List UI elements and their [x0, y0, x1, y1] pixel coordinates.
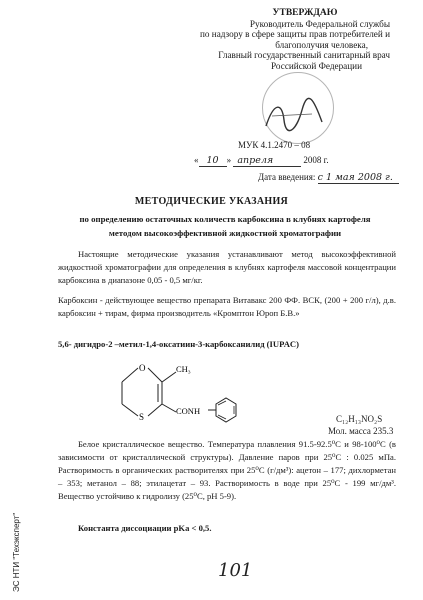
signature-scribble	[262, 96, 326, 136]
iupac-name: 5,6- дигидро-2 –метил-1,4-оксатиин-3-карбоксанилид (IUPAC)	[58, 339, 299, 349]
approval-date: « 10 » апреля 2008 г.	[194, 155, 329, 166]
approval-line-1: Руководитель Федеральной службы	[249, 18, 390, 29]
approval-header: УТВЕРЖДАЮ	[272, 8, 338, 18]
intro-date	[258, 172, 399, 183]
intro-date-handwritten: с 1 мая 2008 г.	[318, 172, 399, 184]
structural-formula	[100, 352, 260, 442]
approval-block	[150, 8, 390, 72]
dissociation-constant: Константа диссоциации pKa < 0,5.	[78, 523, 212, 533]
molecular-formula: C₁₂H₁₃NO₂S	[336, 414, 383, 424]
amide-group: CONH	[176, 406, 201, 416]
page-number: 101	[218, 560, 253, 581]
intro-date-label: Дата введения:	[258, 172, 316, 182]
molecular-mass: Мол. масса 235.3	[328, 426, 394, 436]
doc-number: МУК 4.1.2470 – 08	[238, 140, 311, 150]
methyl-group: CH₃	[176, 364, 191, 374]
properties-paragraph: Белое кристаллическое вещество. Температура плавления 91.5-92.5⁰С и 98-100⁰С (в зависимости от кристаллической структуры). Давление паров при 25⁰С : 0.025 мПа. Растворимость в органических растворителях при 25⁰С (г/дм³): ацетон – 177; дихлорметан – 353; метанол – 88; этилацетат – 93. Растворимость в воде при 25⁰С - 199 мг/дм³. Вещество устойчиво к гидролизу (25⁰С, pH 5-9).	[58, 439, 396, 501]
month-handwritten: апреля	[233, 155, 301, 167]
intro-paragraph: Настоящие методические указания устанавливают метод высокоэффективной жидкостной хроматографии для определения в клубнях картофеля массовой концентрации карбоксина в диапазоне 0,05 - 0,5 мг/кг.	[58, 249, 396, 285]
side-watermark: ЭС НТИ "Техэксперт"	[12, 512, 21, 592]
subtitle-line-1: по определению остаточных количеств карбоксина в клубнях картофеля	[79, 214, 371, 224]
doc-subtitle	[55, 212, 395, 240]
signature	[262, 96, 326, 141]
atom-oxygen: O	[139, 363, 146, 373]
year-suffix: 2008 г.	[303, 155, 329, 165]
day-handwritten: 10	[199, 155, 227, 167]
doc-title: МЕТОДИЧЕСКИЕ УКАЗАНИЯ	[134, 196, 289, 207]
approval-line-2: по надзору в сфере защиты прав потребителей и	[199, 29, 390, 40]
approval-line-5: Российской Федерации	[271, 60, 362, 71]
approval-line-3: благополучия человека,	[275, 39, 368, 50]
approval-line-4: Главный государственный санитарный врач	[218, 50, 390, 61]
atom-sulfur: S	[139, 412, 145, 422]
product-paragraph: Карбоксин - действующее вещество препарата Витавакс 200 ФФ. ВСК, (200 + 200 г/л), д.в. карбоксин + тирам, фирма производитель «Кромптон Юроп Б.В.»	[58, 295, 396, 318]
subtitle-line-2: методом высокоэффективной жидкостной хроматографии	[108, 228, 342, 238]
